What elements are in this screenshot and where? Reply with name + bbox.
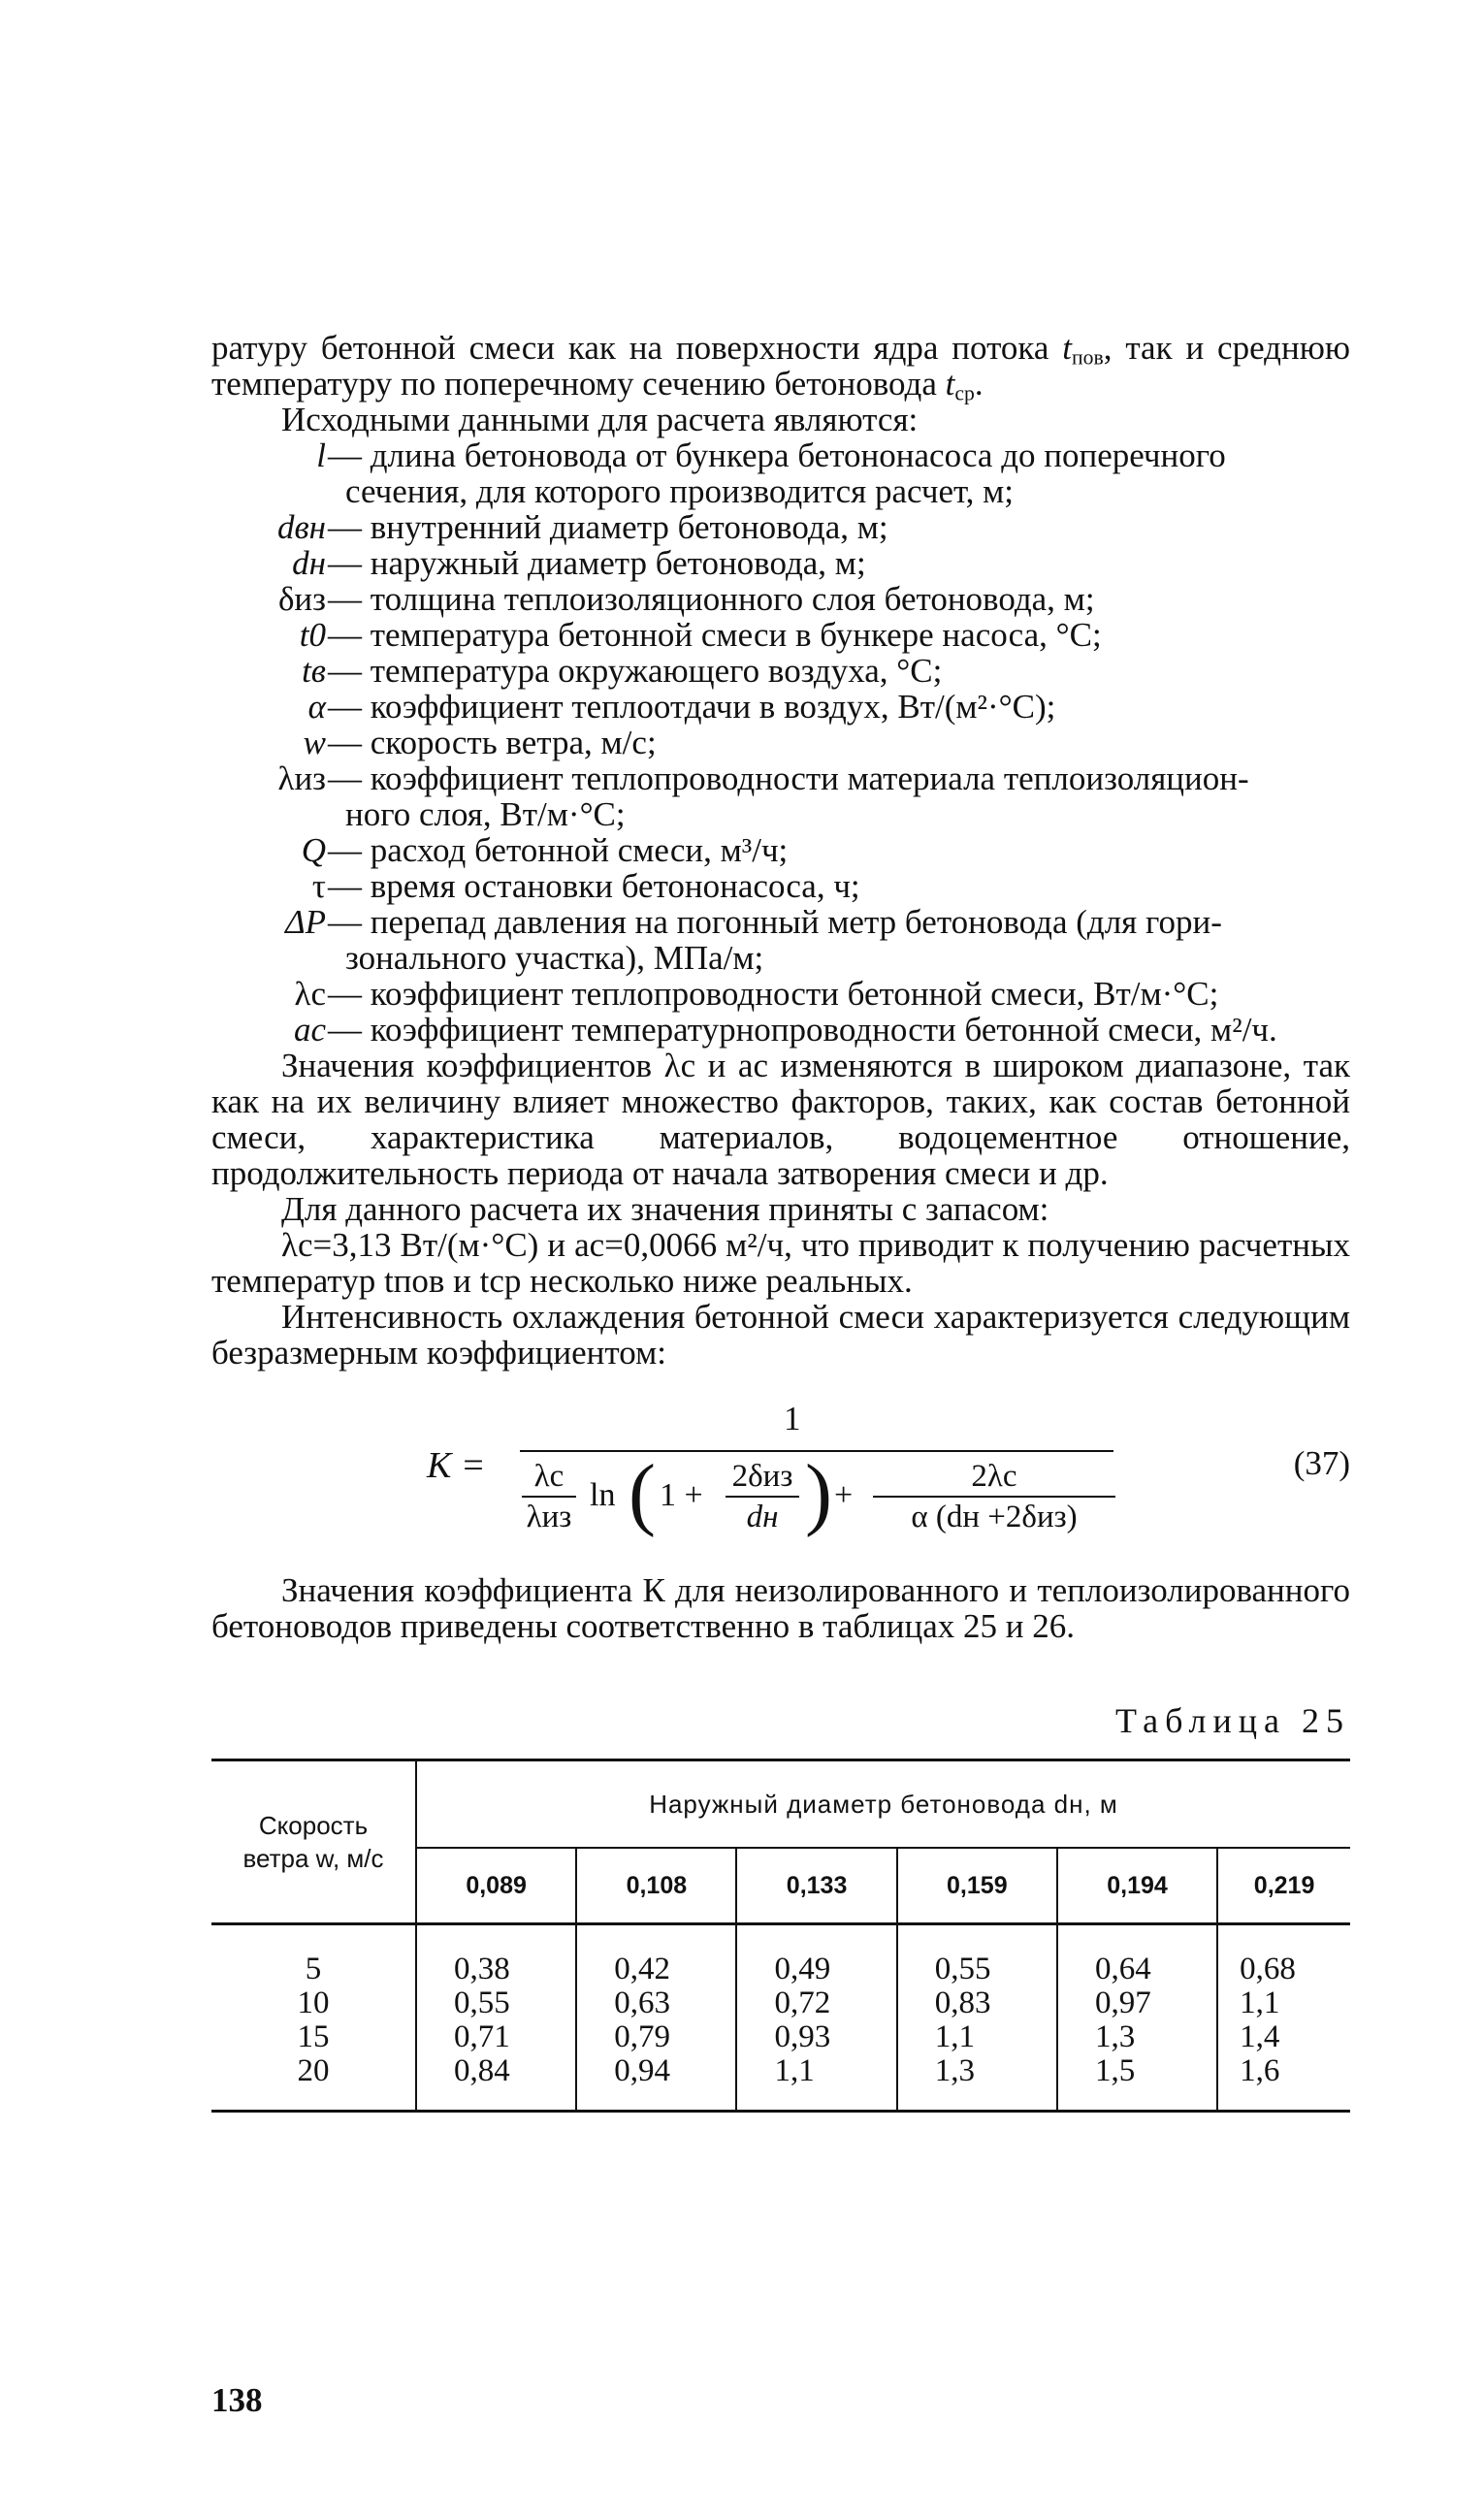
definitions-list — [211, 437, 1350, 1048]
column-header: 0,089 — [416, 1848, 576, 1924]
frac-delta: 2δиз dн — [726, 1458, 799, 1535]
value-column: 0,68 1,1 1,4 1,6 — [1217, 1924, 1350, 2112]
formula-numerator: 1 — [784, 1400, 801, 1437]
table-25 — [211, 1759, 1350, 2113]
column-group-header: Наружный диаметр бетоновода dн, м — [416, 1760, 1350, 1849]
page-body — [211, 330, 1350, 2113]
paragraph-tables-ref: Значения коэффициента К для неизолированного и теплоизолированного бетоноводов приведены соответственно в таблицах 25 и 26. — [211, 1571, 1350, 1645]
paren-left: ( — [629, 1448, 656, 1538]
formula-37 — [211, 1400, 1350, 1545]
row-header: Скорость ветра w, м/с — [211, 1760, 416, 1924]
definition-item: ΔP — перепад давления на погонный метр бетоновода (для гори- зонального участка), МПа/м; — [285, 903, 1222, 977]
ln-symbol: ln — [590, 1477, 616, 1513]
definition-item: dвн — внутренний диаметр бетоновода, м; — [276, 508, 888, 546]
table-row — [211, 1924, 1350, 2112]
equation-number: (37) — [1293, 1444, 1350, 1482]
value-column: 0,55 0,83 1,1 1,3 — [897, 1924, 1057, 2112]
definition-item: t0 — температура бетонной смеси в бункере насоса, °С; — [299, 616, 1102, 654]
paragraph-continuation: ратуру бетонной смеси как на поверхности ядра потока $t_{пов}$, так и среднюю температуру по поперечному сечению бетоновода $t_{ср}$. — [211, 329, 1351, 405]
definition-item: λиз — коэффициент теплопроводности материала теплоизоляцион- ного слоя, Вт/м·°С; — [277, 759, 1249, 833]
formula-denominator — [514, 1448, 1135, 1545]
page-number: 138 — [211, 2381, 263, 2419]
definition-item: Q — расход бетонной смеси, м³/ч; — [301, 831, 789, 869]
value-column: 0,64 0,97 1,3 1,5 — [1057, 1924, 1217, 2112]
column-header: 0,133 — [736, 1848, 896, 1924]
definition-item: ac — коэффициент температурнопроводности бетонной смеси, м²/ч. — [293, 1011, 1277, 1049]
paragraph-intensity: Интенсивность охлаждения бетонной смеси характеризуется следующим безразмерным коэффициентом: — [211, 1298, 1350, 1372]
paragraph-values: λс=3,13 Вт/(м·°С) и ас=0,0066 м²/ч, что приводит к получению расчетных температур tпов и tср несколько ниже реальных. — [211, 1226, 1350, 1300]
plus-sign: + — [834, 1477, 854, 1513]
table-caption: Таблица 25 — [1115, 1701, 1350, 1740]
speed-column: 5 10 15 20 — [211, 1924, 416, 2112]
paragraph-coefficients: Значения коэффициентов λс и ас изменяются в широком диапазоне, так как на их величину влияет множество факторов, таких, как состав бетонной смеси, характеристика материалов, водоцементное отношение, продолжительность периода от начала затворения смеси и др. — [211, 1047, 1350, 1192]
definition-item: l — длина бетоновода от бункера бетононасоса до поперечного сечения, для которого производится расчет, м; — [316, 436, 1226, 510]
value-column: 0,38 0,55 0,71 0,84 — [416, 1924, 576, 2112]
definition-item: tв — температура окружающего воздуха, °С; — [302, 652, 943, 690]
value-column: 0,42 0,63 0,79 0,94 — [576, 1924, 736, 2112]
column-header: 0,194 — [1057, 1848, 1217, 1924]
definition-item: δиз — толщина теплоизоляционного слоя бетоновода, м; — [277, 580, 1095, 618]
definition-item: α — коэффициент теплоотдачи в воздух, Вт/(м²·°С); — [307, 688, 1056, 726]
definition-item: τ — время остановки бетононасоса, ч; — [311, 867, 860, 905]
definitions-intro: Исходными данными для расчета являются: — [281, 401, 919, 438]
one-plus: 1 + — [660, 1477, 703, 1513]
formula-lhs: K = — [427, 1445, 486, 1486]
frac-alpha: 2λc α (dн +2δиз) — [873, 1458, 1115, 1535]
value-column: 0,49 0,72 0,93 1,1 — [736, 1924, 896, 2112]
definition-item: dн — наружный диаметр бетоновода, м; — [292, 544, 866, 582]
column-header: 0,108 — [576, 1848, 736, 1924]
column-header: 0,159 — [897, 1848, 1057, 1924]
paragraph-reserve: Для данного расчета их значения приняты с запасом: — [281, 1190, 1049, 1228]
definition-item: λc — коэффициент теплопроводности бетонной смеси, Вт/м·°С; — [294, 975, 1219, 1013]
paren-right: ) — [805, 1448, 832, 1538]
definition-item: w — скорость ветра, м/с; — [303, 724, 657, 761]
frac-lambda: λc λиз — [522, 1458, 576, 1535]
column-header: 0,219 — [1217, 1848, 1350, 1924]
